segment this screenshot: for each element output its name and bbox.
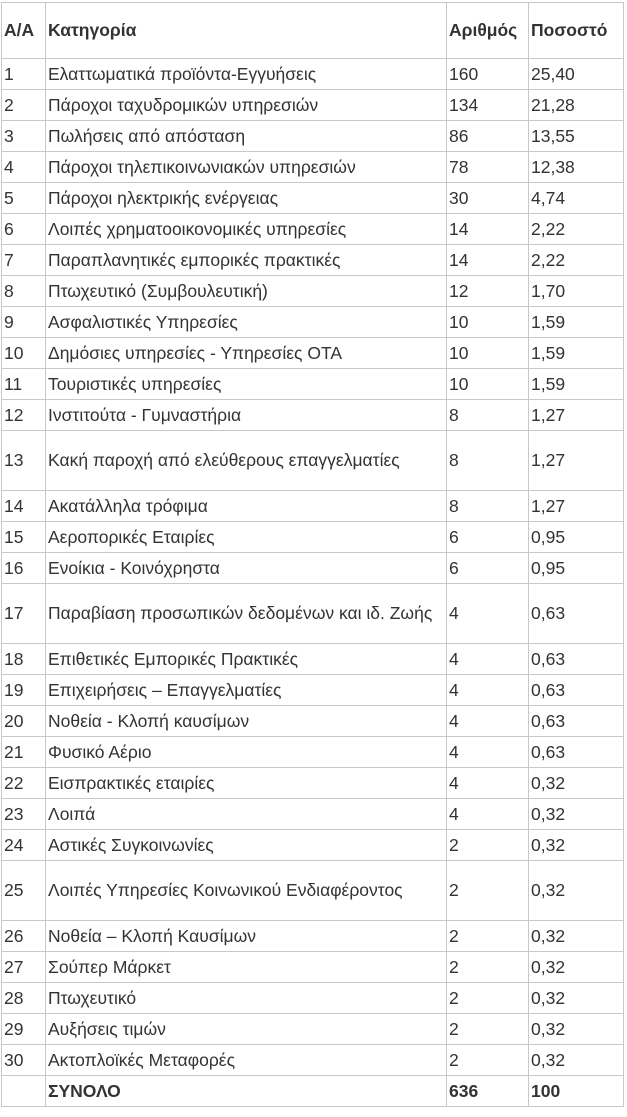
row-index: 22: [2, 768, 46, 799]
row-count: 14: [447, 245, 529, 276]
row-percentage: 0,32: [529, 952, 624, 983]
row-count: 8: [447, 491, 529, 522]
row-percentage: 0,32: [529, 921, 624, 952]
row-percentage: 21,28: [529, 90, 624, 121]
row-count: 2: [447, 983, 529, 1014]
row-category: Ασφαλιστικές Υπηρεσίες: [46, 307, 447, 338]
table-row: [2, 214, 624, 245]
header-percentage: Ποσοστό: [529, 3, 624, 59]
row-index: 2: [2, 90, 46, 121]
row-category: Πάροχοι τηλεπικοινωνιακών υπηρεσιών: [46, 152, 447, 183]
table-header-row: [2, 3, 624, 59]
table-row: [2, 369, 624, 400]
row-percentage: 2,22: [529, 214, 624, 245]
row-index: 30: [2, 1045, 46, 1076]
row-percentage: 1,59: [529, 369, 624, 400]
row-count: 4: [447, 644, 529, 675]
row-count: 10: [447, 338, 529, 369]
row-index: 16: [2, 553, 46, 584]
row-index: 12: [2, 400, 46, 431]
header-category: Κατηγορία: [46, 3, 447, 59]
row-count: 6: [447, 522, 529, 553]
table-row: [2, 737, 624, 768]
row-index: 6: [2, 214, 46, 245]
table-row: [2, 338, 624, 369]
row-percentage: 1,27: [529, 491, 624, 522]
row-count: 4: [447, 768, 529, 799]
row-percentage: 0,95: [529, 522, 624, 553]
row-count: 4: [447, 675, 529, 706]
row-index: 18: [2, 644, 46, 675]
table-row: [2, 59, 624, 90]
header-index: Α/Α: [2, 3, 46, 59]
row-index: 5: [2, 183, 46, 214]
row-count: 2: [447, 952, 529, 983]
row-percentage: 0,32: [529, 768, 624, 799]
table-row: [2, 952, 624, 983]
row-category: Επιχειρήσεις – Επαγγελματίες: [46, 675, 447, 706]
complaints-table: [1, 2, 624, 1107]
row-index: 24: [2, 830, 46, 861]
total-count: 636: [447, 1076, 529, 1107]
row-category: Εισπρακτικές εταιρίες: [46, 768, 447, 799]
row-percentage: 0,32: [529, 983, 624, 1014]
row-count: 4: [447, 706, 529, 737]
row-percentage: 1,27: [529, 400, 624, 431]
row-category: Λοιπές Υπηρεσίες Κοινωνικού Ενδιαφέροντος: [46, 861, 447, 921]
row-index: 9: [2, 307, 46, 338]
total-percentage: 100: [529, 1076, 624, 1107]
total-index: [2, 1076, 46, 1107]
row-count: 30: [447, 183, 529, 214]
row-percentage: 12,38: [529, 152, 624, 183]
row-count: 10: [447, 307, 529, 338]
row-percentage: 0,32: [529, 799, 624, 830]
row-category: Πάροχοι ηλεκτρικής ενέργειας: [46, 183, 447, 214]
row-count: 2: [447, 861, 529, 921]
row-index: 4: [2, 152, 46, 183]
row-count: 4: [447, 584, 529, 644]
table-body: [2, 59, 624, 1107]
row-index: 17: [2, 584, 46, 644]
row-percentage: 0,63: [529, 737, 624, 768]
row-percentage: 13,55: [529, 121, 624, 152]
row-index: 26: [2, 921, 46, 952]
row-category: Ακατάλληλα τρόφιμα: [46, 491, 447, 522]
table-row: [2, 983, 624, 1014]
row-category: Ακτοπλοϊκές Μεταφορές: [46, 1045, 447, 1076]
header-count: Αριθμός: [447, 3, 529, 59]
row-count: 4: [447, 799, 529, 830]
row-category: Κακή παροχή από ελεύθερους επαγγελματίες: [46, 431, 447, 491]
row-count: 86: [447, 121, 529, 152]
row-index: 27: [2, 952, 46, 983]
row-category: Δημόσιες υπηρεσίες - Υπηρεσίες ΟΤΑ: [46, 338, 447, 369]
table-row: [2, 584, 624, 644]
row-count: 8: [447, 431, 529, 491]
row-category: Ενοίκια - Κοινόχρηστα: [46, 553, 447, 584]
table-row: [2, 675, 624, 706]
row-index: 28: [2, 983, 46, 1014]
row-percentage: 0,32: [529, 1014, 624, 1045]
row-index: 29: [2, 1014, 46, 1045]
row-index: 21: [2, 737, 46, 768]
row-category: Νοθεία - Κλοπή καυσίμων: [46, 706, 447, 737]
row-index: 8: [2, 276, 46, 307]
row-percentage: 1,70: [529, 276, 624, 307]
table-row: [2, 522, 624, 553]
row-percentage: 0,63: [529, 706, 624, 737]
row-percentage: 25,40: [529, 59, 624, 90]
row-percentage: 1,59: [529, 338, 624, 369]
row-category: Λοιπές χρηματοοικονομικές υπηρεσίες: [46, 214, 447, 245]
row-percentage: 4,74: [529, 183, 624, 214]
row-index: 15: [2, 522, 46, 553]
table-row: [2, 553, 624, 584]
row-category: Επιθετικές Εμπορικές Πρακτικές: [46, 644, 447, 675]
table-row: [2, 1014, 624, 1045]
row-index: 7: [2, 245, 46, 276]
table-row: [2, 861, 624, 921]
row-count: 14: [447, 214, 529, 245]
row-count: 8: [447, 400, 529, 431]
table-row: [2, 400, 624, 431]
table-row: [2, 183, 624, 214]
row-category: Ελαττωματικά προϊόντα-Εγγυήσεις: [46, 59, 447, 90]
row-index: 25: [2, 861, 46, 921]
table-row: [2, 307, 624, 338]
total-row: [2, 1076, 624, 1107]
row-category: Λοιπά: [46, 799, 447, 830]
row-category: Ινστιτούτα - Γυμναστήρια: [46, 400, 447, 431]
table-row: [2, 768, 624, 799]
row-percentage: 0,32: [529, 830, 624, 861]
row-index: 11: [2, 369, 46, 400]
row-category: Σούπερ Μάρκετ: [46, 952, 447, 983]
row-count: 6: [447, 553, 529, 584]
row-index: 20: [2, 706, 46, 737]
row-index: 23: [2, 799, 46, 830]
row-count: 2: [447, 1045, 529, 1076]
table-row: [2, 276, 624, 307]
row-category: Πτωχευτικό: [46, 983, 447, 1014]
row-category: Φυσικό Αέριο: [46, 737, 447, 768]
row-category: Νοθεία – Κλοπή Καυσίμων: [46, 921, 447, 952]
row-percentage: 1,59: [529, 307, 624, 338]
table-row: [2, 491, 624, 522]
table-row: [2, 152, 624, 183]
row-percentage: 0,95: [529, 553, 624, 584]
table-row: [2, 830, 624, 861]
row-count: 2: [447, 921, 529, 952]
row-index: 1: [2, 59, 46, 90]
row-count: 2: [447, 1014, 529, 1045]
table-row: [2, 706, 624, 737]
table-row: [2, 921, 624, 952]
total-label: ΣΥΝΟΛΟ: [46, 1076, 447, 1107]
row-category: Παραβίαση προσωπικών δεδομένων και ιδ. Ζωής: [46, 584, 447, 644]
row-index: 10: [2, 338, 46, 369]
row-category: Αυξήσεις τιμών: [46, 1014, 447, 1045]
row-count: 78: [447, 152, 529, 183]
row-count: 4: [447, 737, 529, 768]
row-percentage: 0,32: [529, 861, 624, 921]
row-count: 134: [447, 90, 529, 121]
row-percentage: 0,63: [529, 584, 624, 644]
table-row: [2, 90, 624, 121]
table-row: [2, 121, 624, 152]
table-row: [2, 245, 624, 276]
row-category: Παραπλανητικές εμπορικές πρακτικές: [46, 245, 447, 276]
row-count: 12: [447, 276, 529, 307]
row-percentage: 2,22: [529, 245, 624, 276]
row-index: 19: [2, 675, 46, 706]
row-category: Πτωχευτικό (Συμβουλευτική): [46, 276, 447, 307]
row-category: Πωλήσεις από απόσταση: [46, 121, 447, 152]
row-category: Πάροχοι ταχυδρομικών υπηρεσιών: [46, 90, 447, 121]
row-percentage: 0,63: [529, 675, 624, 706]
row-category: Αστικές Συγκοινωνίες: [46, 830, 447, 861]
table-row: [2, 1045, 624, 1076]
row-category: Τουριστικές υπηρεσίες: [46, 369, 447, 400]
row-count: 160: [447, 59, 529, 90]
row-category: Αεροπορικές Εταιρίες: [46, 522, 447, 553]
row-count: 2: [447, 830, 529, 861]
row-index: 14: [2, 491, 46, 522]
table-row: [2, 431, 624, 491]
row-count: 10: [447, 369, 529, 400]
table-row: [2, 644, 624, 675]
table-row: [2, 799, 624, 830]
row-percentage: 0,32: [529, 1045, 624, 1076]
row-percentage: 0,63: [529, 644, 624, 675]
row-index: 3: [2, 121, 46, 152]
row-percentage: 1,27: [529, 431, 624, 491]
row-index: 13: [2, 431, 46, 491]
